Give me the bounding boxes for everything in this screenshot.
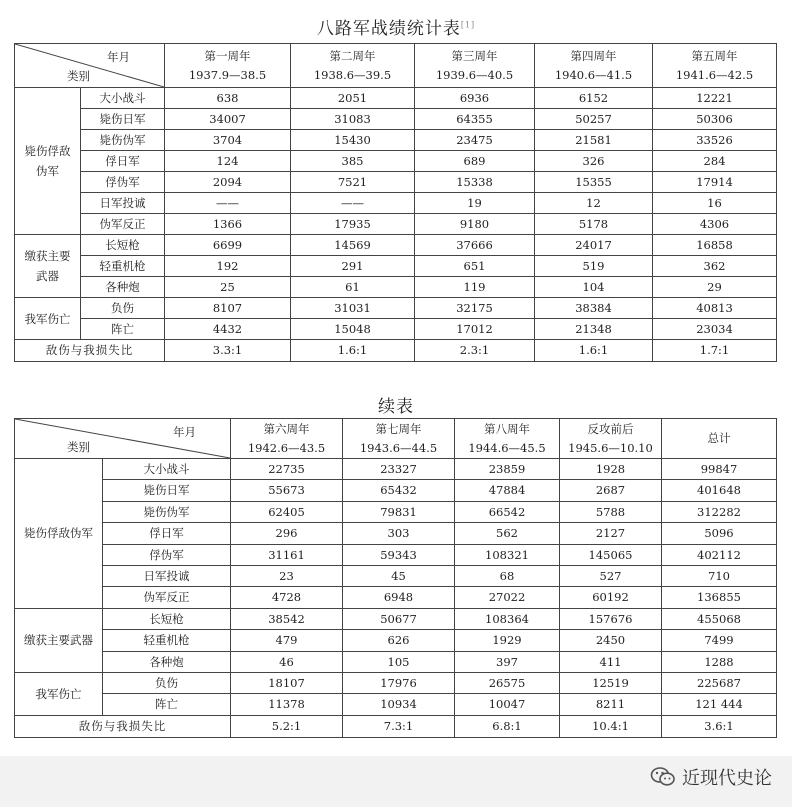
column-name: 第八周年: [484, 421, 530, 436]
column-name: 第五周年: [691, 48, 738, 63]
value-cell: 401648: [662, 480, 777, 501]
value-cell: 64355: [415, 109, 535, 130]
table-row: [15, 172, 777, 193]
row-label: 日军投诚: [81, 193, 165, 214]
value-cell: 9180: [415, 214, 535, 235]
value-cell: 6948: [343, 587, 455, 608]
table-row: [15, 608, 777, 629]
value-cell: 60192: [560, 587, 662, 608]
value-cell: 157676: [560, 608, 662, 629]
value-cell: 2687: [560, 480, 662, 501]
value-cell: 124: [165, 151, 291, 172]
value-cell: 12519: [560, 672, 662, 693]
table-row: [15, 523, 777, 544]
row-label: 轻重机枪: [103, 630, 231, 651]
value-cell: 6699: [165, 235, 291, 256]
value-cell: 1928: [560, 459, 662, 480]
row-label: 各种炮: [103, 651, 231, 672]
table-row: [15, 480, 777, 501]
ratio-row: [15, 340, 777, 362]
row-label: 俘日军: [81, 151, 165, 172]
value-cell: 119: [415, 277, 535, 298]
value-cell: 527: [560, 565, 662, 586]
column-header: [415, 44, 535, 88]
value-cell: 145065: [560, 544, 662, 565]
value-cell: 2127: [560, 523, 662, 544]
value-cell: 5788: [560, 501, 662, 522]
corner-category-label: 类别: [67, 439, 90, 454]
row-label: 伪军反正: [81, 214, 165, 235]
table-row: [15, 193, 777, 214]
value-cell: 1366: [165, 214, 291, 235]
value-cell: 651: [415, 256, 535, 277]
table-row: [15, 298, 777, 319]
row-label: 毙伤日军: [103, 480, 231, 501]
value-cell: 121 444: [662, 694, 777, 715]
row-label: 长短枪: [81, 235, 165, 256]
column-period: 1939.6—40.5: [435, 67, 514, 82]
value-cell: 7521: [291, 172, 415, 193]
value-cell: 50306: [653, 109, 777, 130]
column-header: [560, 419, 662, 459]
value-cell: 7499: [662, 630, 777, 651]
value-cell: 14569: [291, 235, 415, 256]
value-cell: 23034: [653, 319, 777, 340]
value-cell: 47884: [455, 480, 560, 501]
value-cell: 4728: [231, 587, 343, 608]
column-period: 1943.6—44.5: [359, 440, 438, 455]
value-cell: 50677: [343, 608, 455, 629]
row-label: 大小战斗: [81, 88, 165, 109]
value-cell: 12221: [653, 88, 777, 109]
value-cell: 104: [535, 277, 653, 298]
ratio-cell: 3.6:1: [662, 715, 777, 737]
column-header: [291, 44, 415, 88]
value-cell: 38542: [231, 608, 343, 629]
ratio-cell: 7.3:1: [343, 715, 455, 737]
total-header: 总计: [662, 419, 777, 459]
stats-table-1: [14, 43, 777, 362]
footer-bar: [0, 756, 792, 807]
corner-cell: [15, 44, 165, 88]
column-period: 1944.6—45.5: [468, 440, 546, 455]
row-label: 负伤: [81, 298, 165, 319]
value-cell: 50257: [535, 109, 653, 130]
value-cell: 10047: [455, 694, 560, 715]
value-cell: 21581: [535, 130, 653, 151]
value-cell: 136855: [662, 587, 777, 608]
value-cell: 479: [231, 630, 343, 651]
value-cell: 11378: [231, 694, 343, 715]
value-cell: 1288: [662, 651, 777, 672]
value-cell: 3704: [165, 130, 291, 151]
value-cell: 5178: [535, 214, 653, 235]
value-cell: 61: [291, 277, 415, 298]
table-row: [15, 235, 777, 256]
value-cell: 23327: [343, 459, 455, 480]
value-cell: 24017: [535, 235, 653, 256]
table-row: [15, 459, 777, 480]
value-cell: 31161: [231, 544, 343, 565]
row-label: 长短枪: [103, 608, 231, 629]
column-header: [165, 44, 291, 88]
table-row: [15, 256, 777, 277]
value-cell: 291: [291, 256, 415, 277]
value-cell: 710: [662, 565, 777, 586]
ratio-cell: 1.6:1: [291, 340, 415, 362]
value-cell: 6152: [535, 88, 653, 109]
row-label: 轻重机枪: [81, 256, 165, 277]
table-row: [15, 501, 777, 522]
value-cell: 15048: [291, 319, 415, 340]
ratio-label: 敌伤与我损失比: [15, 340, 165, 362]
column-name: 第七周年: [375, 421, 422, 436]
table-row: [15, 130, 777, 151]
table1-title: 八路军战绩统计表[1]: [316, 19, 476, 39]
column-header: [231, 419, 343, 459]
corner-cell: [15, 419, 231, 459]
table-row: [15, 319, 777, 340]
value-cell: 31031: [291, 298, 415, 319]
column-name: 第六周年: [263, 421, 310, 436]
row-label: 阵亡: [81, 319, 165, 340]
ratio-cell: 1.6:1: [535, 340, 653, 362]
value-cell: ——: [291, 193, 415, 214]
value-cell: 225687: [662, 672, 777, 693]
value-cell: 192: [165, 256, 291, 277]
group-label: 我军伤亡: [15, 298, 81, 340]
value-cell: 21348: [535, 319, 653, 340]
value-cell: 19: [415, 193, 535, 214]
value-cell: 326: [535, 151, 653, 172]
value-cell: 37666: [415, 235, 535, 256]
value-cell: 17935: [291, 214, 415, 235]
brand[interactable]: [650, 764, 772, 790]
ratio-row: [15, 715, 777, 737]
corner-year-label: 年月: [173, 425, 196, 439]
column-header: [455, 419, 560, 459]
ratio-cell: 3.3:1: [165, 340, 291, 362]
table-row: [15, 544, 777, 565]
value-cell: 4306: [653, 214, 777, 235]
value-cell: 638: [165, 88, 291, 109]
column-period: 1945.6—10.10: [568, 440, 653, 455]
table-row: [15, 694, 777, 715]
value-cell: 455068: [662, 608, 777, 629]
value-cell: 32175: [415, 298, 535, 319]
value-cell: 26575: [455, 672, 560, 693]
value-cell: 385: [291, 151, 415, 172]
value-cell: 296: [231, 523, 343, 544]
row-label: 负伤: [103, 672, 231, 693]
table-row: [15, 88, 777, 109]
value-cell: ——: [165, 193, 291, 214]
value-cell: 108321: [455, 544, 560, 565]
diagonal-line: [15, 419, 230, 458]
group-label: 毙伤俘敌伪军: [15, 459, 103, 609]
row-label: 大小战斗: [103, 459, 231, 480]
header-row: [15, 44, 777, 88]
brand-name: 近现代史论: [682, 768, 772, 789]
column-period: 1937.9—38.5: [188, 67, 267, 82]
column-name: 第三周年: [451, 48, 498, 63]
table-row: [15, 277, 777, 298]
corner-category-label: 类别: [67, 68, 90, 83]
column-name: 第四周年: [570, 48, 617, 63]
value-cell: 284: [653, 151, 777, 172]
value-cell: 105: [343, 651, 455, 672]
value-cell: 303: [343, 523, 455, 544]
value-cell: 2051: [291, 88, 415, 109]
column-name: 第一周年: [204, 48, 251, 63]
row-label: 伪军反正: [103, 587, 231, 608]
row-label: 毙伤伪军: [81, 130, 165, 151]
column-period: 1942.6—43.5: [247, 440, 326, 455]
value-cell: 65432: [343, 480, 455, 501]
value-cell: 17012: [415, 319, 535, 340]
ratio-cell: 1.7:1: [653, 340, 777, 362]
column-name: 反攻前后: [587, 421, 634, 436]
table2-title: 续表: [378, 397, 414, 417]
table-row: [15, 630, 777, 651]
value-cell: 397: [455, 651, 560, 672]
column-header: [343, 419, 455, 459]
table-row: [15, 672, 777, 693]
column-period: 1940.6—41.5: [554, 67, 633, 82]
value-cell: 25: [165, 277, 291, 298]
value-cell: 29: [653, 277, 777, 298]
header-row: [15, 419, 777, 459]
column-period: 1941.6—42.5: [675, 67, 754, 82]
value-cell: 66542: [455, 501, 560, 522]
row-label: 毙伤日军: [81, 109, 165, 130]
stats-table-2: [14, 418, 777, 738]
value-cell: 17976: [343, 672, 455, 693]
value-cell: 40813: [653, 298, 777, 319]
value-cell: 18107: [231, 672, 343, 693]
group-label: 缴获主要武器: [15, 235, 81, 298]
value-cell: 15338: [415, 172, 535, 193]
value-cell: 16: [653, 193, 777, 214]
row-label: 俘伪军: [81, 172, 165, 193]
value-cell: 402112: [662, 544, 777, 565]
value-cell: 62405: [231, 501, 343, 522]
value-cell: 562: [455, 523, 560, 544]
row-label: 日军投诚: [103, 565, 231, 586]
value-cell: 15355: [535, 172, 653, 193]
value-cell: 68: [455, 565, 560, 586]
table-row: [15, 151, 777, 172]
ratio-cell: 2.3:1: [415, 340, 535, 362]
value-cell: 626: [343, 630, 455, 651]
group-label: 缴获主要武器: [15, 608, 103, 672]
column-name: 第二周年: [329, 48, 376, 63]
value-cell: 45: [343, 565, 455, 586]
value-cell: 362: [653, 256, 777, 277]
value-cell: 33526: [653, 130, 777, 151]
value-cell: 22735: [231, 459, 343, 480]
value-cell: 23: [231, 565, 343, 586]
group-label: 我军伤亡: [15, 672, 103, 715]
value-cell: 34007: [165, 109, 291, 130]
ratio-cell: 5.2:1: [231, 715, 343, 737]
table-row: [15, 587, 777, 608]
title-note: [1]: [460, 20, 476, 30]
value-cell: 79831: [343, 501, 455, 522]
value-cell: 312282: [662, 501, 777, 522]
row-label: 毙伤伪军: [103, 501, 231, 522]
value-cell: 46: [231, 651, 343, 672]
row-label: 阵亡: [103, 694, 231, 715]
value-cell: 10934: [343, 694, 455, 715]
value-cell: 55673: [231, 480, 343, 501]
value-cell: 23859: [455, 459, 560, 480]
value-cell: 59343: [343, 544, 455, 565]
ratio-cell: 10.4:1: [560, 715, 662, 737]
corner-year-label: 年月: [107, 50, 130, 64]
value-cell: 12: [535, 193, 653, 214]
value-cell: 99847: [662, 459, 777, 480]
value-cell: 17914: [653, 172, 777, 193]
row-label: 俘伪军: [103, 544, 231, 565]
value-cell: 5096: [662, 523, 777, 544]
value-cell: 519: [535, 256, 653, 277]
ratio-label: 敌伤与我损失比: [15, 715, 231, 737]
row-label: 各种炮: [81, 277, 165, 298]
table-row: [15, 109, 777, 130]
table-row: [15, 214, 777, 235]
column-header: [653, 44, 777, 88]
value-cell: 108364: [455, 608, 560, 629]
value-cell: 27022: [455, 587, 560, 608]
wechat-icon: [650, 766, 676, 788]
value-cell: 8211: [560, 694, 662, 715]
table-row: [15, 651, 777, 672]
value-cell: 15430: [291, 130, 415, 151]
value-cell: 2094: [165, 172, 291, 193]
value-cell: 689: [415, 151, 535, 172]
column-period: 1938.6—39.5: [313, 67, 392, 82]
value-cell: 16858: [653, 235, 777, 256]
group-label: 毙伤俘敌伪军: [15, 88, 81, 235]
value-cell: 31083: [291, 109, 415, 130]
column-header: [535, 44, 653, 88]
value-cell: 38384: [535, 298, 653, 319]
value-cell: 4432: [165, 319, 291, 340]
value-cell: 411: [560, 651, 662, 672]
value-cell: 6936: [415, 88, 535, 109]
value-cell: 1929: [455, 630, 560, 651]
row-label: 俘日军: [103, 523, 231, 544]
ratio-cell: 6.8:1: [455, 715, 560, 737]
value-cell: 2450: [560, 630, 662, 651]
table-row: [15, 565, 777, 586]
value-cell: 23475: [415, 130, 535, 151]
value-cell: 8107: [165, 298, 291, 319]
